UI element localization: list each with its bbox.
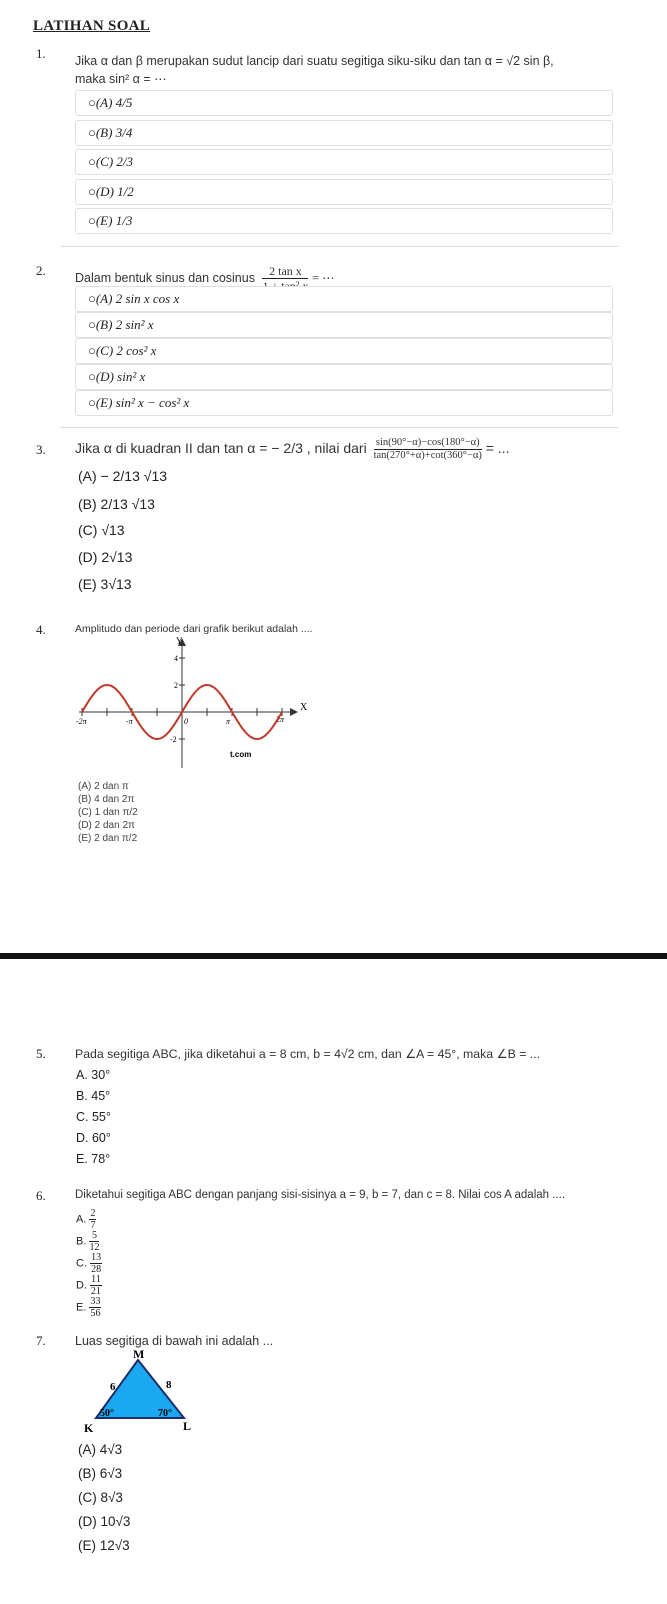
question-2-tail: = ⋯ [311, 270, 335, 285]
divider [60, 246, 618, 247]
fraction-numerator: 33 [90, 1296, 101, 1307]
question-2-label: Dalam bentuk sinus dan cosinus [75, 270, 255, 285]
option-letter: C. [76, 1257, 87, 1270]
q5-option-e[interactable]: E. 78° [76, 1152, 111, 1166]
question-3-label: Jika α di kuadran II dan tan α = − 2/3 , nilai dari [75, 440, 367, 457]
fraction-numerator: sin(90°−α)−cos(180°−α) [374, 437, 482, 450]
option-label: ○(E) 1/3 [88, 213, 133, 228]
q1-option-d[interactable] [75, 179, 613, 205]
q1-option-e[interactable] [75, 208, 613, 234]
q4-option-c[interactable]: (C) 1 dan π/2 [78, 807, 138, 818]
side-km-label: 6 [110, 1381, 116, 1393]
angle-l-label: 70° [158, 1408, 172, 1419]
question-number-4: 4. [36, 622, 46, 637]
option-fraction [89, 1296, 101, 1319]
q6-option-e[interactable] [76, 1296, 101, 1319]
q1-option-b[interactable] [75, 120, 613, 146]
option-letter: B. [76, 1235, 87, 1248]
side-ml-label: 8 [166, 1379, 172, 1391]
q7-option-b[interactable]: (B) 6√3 [78, 1466, 123, 1481]
option-label: ○(D) sin² x [88, 369, 146, 384]
question-4-text: Amplitudo dan periode dari grafik berikut adalah .... [75, 623, 313, 635]
fraction-numerator: 2 [90, 1208, 96, 1219]
q7-option-c[interactable]: (C) 8√3 [78, 1490, 123, 1505]
q5-option-d[interactable]: D. 60° [76, 1131, 111, 1145]
q4-option-a[interactable]: (A) 2 dan π [78, 781, 129, 792]
q3-option-d[interactable]: (D) 2√13 [78, 549, 133, 565]
sine-graph [74, 636, 324, 774]
q5-option-b[interactable]: B. 45° [76, 1089, 111, 1103]
option-label: ○(C) 2 cos² x [88, 343, 157, 358]
y-tick-label: -2 [170, 735, 177, 744]
option-label: ○(A) 4/5 [88, 95, 133, 110]
question-5-text: Pada segitiga ABC, jika diketahui a = 8 cm, b = 4√2 cm, dan ∠A = 45°, maka ∠B = ... [75, 1047, 541, 1061]
q1-option-c[interactable] [75, 149, 613, 175]
fraction-denominator: 56 [90, 1308, 101, 1319]
q7-option-a[interactable]: (A) 4√3 [78, 1442, 123, 1457]
question-3-text [75, 437, 510, 462]
option-label: ○(E) sin² x − cos² x [88, 395, 190, 410]
q2-option-d[interactable] [75, 364, 613, 390]
question-number-7: 7. [36, 1333, 46, 1348]
q5-option-c[interactable]: C. 55° [76, 1110, 111, 1124]
option-fraction [90, 1274, 102, 1297]
fraction-denominator: 28 [91, 1264, 102, 1275]
vertex-k-label: K [84, 1421, 94, 1435]
y-tick-label: 4 [174, 654, 178, 663]
q2-option-a[interactable] [75, 286, 613, 312]
x-tick-label: -π [126, 717, 133, 726]
x-tick-label: 2π [276, 715, 285, 724]
vertex-m-label: M [133, 1347, 145, 1361]
question-3-tail: = ... [485, 440, 510, 457]
question-number-1: 1. [36, 46, 46, 61]
option-fraction [90, 1252, 102, 1275]
question-number-3: 3. [36, 442, 46, 457]
option-label: ○(B) 3/4 [88, 125, 133, 140]
option-label: ○(D) 1/2 [88, 184, 134, 199]
q3-option-c[interactable]: (C) √13 [78, 522, 125, 538]
q3-option-e[interactable]: (E) 3√13 [78, 576, 132, 592]
y-tick-label: 2 [174, 681, 178, 690]
x-tick-label: π [226, 717, 231, 726]
y-axis-label: Y [176, 636, 183, 646]
question-3-fraction [374, 437, 482, 462]
watermark: t.com [230, 750, 252, 759]
divider [60, 427, 618, 428]
x-tick-label: 0 [184, 717, 188, 726]
fraction-numerator: 2 tan x [262, 264, 308, 279]
fraction-numerator: 11 [91, 1274, 101, 1285]
question-7-text: Luas segitiga di bawah ini adalah ... [75, 1334, 274, 1348]
option-fraction [89, 1230, 99, 1253]
fraction-denominator: 21 [90, 1286, 101, 1297]
q6-option-b[interactable] [76, 1230, 99, 1253]
q7-option-e[interactable]: (E) 12√3 [78, 1538, 130, 1553]
question-1-text-2: maka sin² α = ⋯ [75, 72, 167, 86]
option-label: ○(B) 2 sin² x [88, 317, 154, 332]
q7-option-d[interactable]: (D) 10√3 [78, 1514, 131, 1529]
question-1-text: Jika α dan β merupakan sudut lancip dari suatu segitiga siku-siku dan tan α = √2 sin β, [75, 54, 554, 68]
question-number-6: 6. [36, 1188, 46, 1203]
q5-option-a[interactable]: A. 30° [76, 1068, 111, 1082]
angle-k-label: 50° [100, 1408, 114, 1419]
fraction-denominator: tan(270°+α)+cot(360°−α) [373, 450, 482, 461]
option-letter: A. [76, 1213, 87, 1226]
q3-option-a[interactable]: (A) − 2/13 √13 [78, 468, 168, 484]
axis-ticks [76, 654, 285, 744]
x-tick-label: -2π [76, 717, 87, 726]
option-letter: D. [76, 1279, 87, 1292]
fraction-numerator: 13 [91, 1252, 102, 1263]
question-number-2: 2. [36, 263, 46, 278]
q6-option-c[interactable] [76, 1252, 102, 1275]
option-label: ○(A) 2 sin x cos x [88, 291, 180, 306]
q6-option-d[interactable] [76, 1274, 102, 1297]
vertex-l-label: L [183, 1419, 192, 1433]
page-title: LATIHAN SOAL [33, 18, 151, 34]
fraction-numerator: 5 [89, 1230, 99, 1242]
fraction-denominator: 12 [89, 1242, 100, 1253]
q4-option-d[interactable]: (D) 2 dan 2π [78, 820, 135, 831]
option-letter: E. [76, 1301, 87, 1314]
q4-option-b[interactable]: (B) 4 dan 2π [78, 794, 135, 805]
triangle-figure [80, 1346, 210, 1436]
fraction-denominator: 7 [90, 1220, 96, 1231]
x-axis-arrow [290, 708, 298, 716]
option-fraction [89, 1208, 96, 1231]
option-label: ○(C) 2/3 [88, 154, 134, 169]
q6-option-a[interactable] [76, 1208, 96, 1231]
x-axis-label: X [300, 702, 308, 713]
question-6-text: Diketahui segitiga ABC dengan panjang sisi-sisinya a = 9, b = 7, dan c = 8. Nilai cos A adalah .... [75, 1189, 566, 1201]
q3-option-b[interactable]: (B) 2/13 √13 [78, 496, 155, 512]
q2-option-b[interactable] [75, 312, 613, 338]
q4-option-e[interactable]: (E) 2 dan π/2 [78, 833, 138, 844]
q2-option-c[interactable] [75, 338, 613, 364]
section-divider [0, 953, 667, 959]
q2-option-e[interactable] [75, 390, 613, 416]
question-number-5: 5. [36, 1046, 46, 1061]
q1-option-a[interactable] [75, 90, 613, 116]
